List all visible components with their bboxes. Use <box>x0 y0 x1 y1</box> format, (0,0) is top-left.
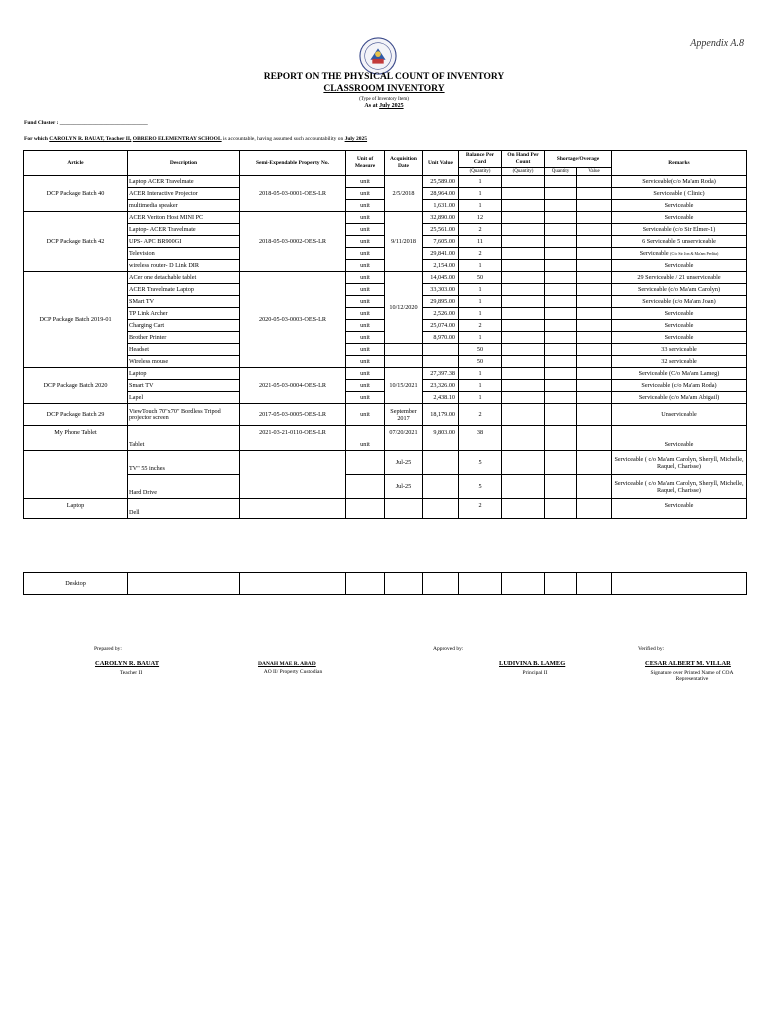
remarks-cell: Unserviceable <box>612 404 747 426</box>
remarks-cell: Serviceable <box>612 426 747 451</box>
description-cell: ViewTouch 70"x70" Bordless Tripod projector screen <box>128 404 240 426</box>
preparer-name: CAROLYN R. BAUAT <box>95 660 160 667</box>
acq-date-cell: 10/12/2020 <box>385 272 423 344</box>
balance-cell: 1 <box>459 284 502 296</box>
unit-value-cell: 2,438.10 <box>423 392 459 404</box>
table-row <box>24 404 747 426</box>
unit-cell: unit <box>346 236 385 248</box>
balance-cell: 38 <box>459 426 502 451</box>
preparer-role: Teacher II <box>119 670 143 676</box>
remarks-cell: Serviceable (c/o Ma'am Roda) <box>612 380 747 392</box>
description-cell: Headset <box>128 344 240 356</box>
header-onhand-qty: (Quantity) <box>502 168 545 176</box>
article-cell: Desktop <box>24 573 128 595</box>
remarks-cell: Serviceable <box>612 308 747 320</box>
unit-value-cell: 2,154.00 <box>423 260 459 272</box>
description-cell: Television <box>128 248 240 260</box>
header-article: Article <box>24 151 128 176</box>
description-cell: Laptop ACER Travelmate <box>128 176 240 188</box>
header-description: Description <box>128 151 240 176</box>
description-cell: ACER Interactive Projector <box>128 188 240 200</box>
unit-cell: unit <box>346 380 385 392</box>
description-cell: multimedia speaker <box>128 200 240 212</box>
balance-cell: 1 <box>459 392 502 404</box>
description-cell: Smart TV <box>128 380 240 392</box>
property-cell: 2021-03-21-0110-OES-LR <box>240 426 346 451</box>
remarks-cell: Serviceable ( c/o Ma'am Carolyn, Sheryll, Michelle, Raquel, Charisse) <box>612 451 747 475</box>
remarks-cell: 29 Serviceable / 21 unserviceable <box>612 272 747 284</box>
unit-value-cell: 29,841.00 <box>423 248 459 260</box>
balance-cell: 1 <box>459 296 502 308</box>
description-cell: TP Link Archer <box>128 308 240 320</box>
prepared-label: Prepared by: <box>94 646 122 652</box>
header-remarks: Remarks <box>612 151 747 176</box>
remarks-cell: Serviceable ( Clinic) <box>612 188 747 200</box>
remarks-cell <box>612 248 747 260</box>
property-cell: 2021-05-03-0004-OES-LR <box>240 368 346 404</box>
article-cell: DCP Package Batch 2019-01 <box>24 272 128 368</box>
header-unit: Unit of Measure <box>346 151 385 176</box>
balance-cell: 5 <box>459 451 502 475</box>
unit-cell: unit <box>346 332 385 344</box>
balance-cell: 2 <box>459 224 502 236</box>
unit-cell: unit <box>346 344 385 356</box>
unit-cell: unit <box>346 392 385 404</box>
table-row <box>24 368 747 380</box>
unit-value-cell: 23,326.00 <box>423 380 459 392</box>
balance-cell: 50 <box>459 272 502 284</box>
acq-date-cell: 10/15/2021 <box>385 368 423 404</box>
unit-cell: unit <box>346 356 385 368</box>
description-cell: Laptop <box>128 368 240 380</box>
table-row <box>24 176 747 188</box>
description-cell: Dell <box>128 499 240 519</box>
balance-cell: 50 <box>459 344 502 356</box>
table-row <box>24 475 747 499</box>
article-cell: Laptop <box>24 499 128 519</box>
approved-label: Approved by: <box>433 646 464 652</box>
description-cell: TV" 55 inches <box>128 451 240 475</box>
acq-date-cell: 07/20/2021 <box>385 426 423 451</box>
balance-cell: 1 <box>459 260 502 272</box>
header-shortage-value: Value <box>577 168 612 176</box>
appendix-label: Appendix A.8 <box>690 38 744 49</box>
unit-cell: unit <box>346 176 385 188</box>
header-balance-qty: (Quantity) <box>459 168 502 176</box>
remarks-cell: Serviceable <box>612 332 747 344</box>
unit-value-cell: 9,803.00 <box>423 426 459 451</box>
accountability-line <box>24 136 367 142</box>
description-cell: wireless router- D Link DIR <box>128 260 240 272</box>
header-acq-date: Acquisition Date <box>385 151 423 176</box>
report-subtitle: CLASSROOM INVENTORY <box>323 84 445 94</box>
table-row <box>24 573 747 595</box>
unit-value-cell <box>423 344 459 356</box>
balance-cell: 1 <box>459 308 502 320</box>
report-title: REPORT ON THE PHYSICAL COUNT OF INVENTORY <box>263 72 505 82</box>
balance-cell: 2 <box>459 248 502 260</box>
acct-prefix: For which <box>24 136 48 142</box>
custodian-name: DANAH MAE R. ABAD <box>258 661 316 667</box>
unit-cell: unit <box>346 426 385 451</box>
remarks-cell: Serviceable ( c/o Ma'am Carolyn, Sheryll, Michelle, Raquel, Charisse) <box>612 475 747 499</box>
header-shortage: Shortage/Overage <box>545 151 612 168</box>
remarks-cell: Serviceable (C/o Ma'am Lameg) <box>612 368 747 380</box>
unit-value-cell <box>423 356 459 368</box>
unit-cell: unit <box>346 248 385 260</box>
remarks-cell: Serviceable <box>612 499 747 519</box>
unit-cell: unit <box>346 188 385 200</box>
verified-label: Verified by: <box>638 646 665 652</box>
table-row <box>24 426 747 451</box>
property-cell: 2017-05-03-0005-OES-LR <box>240 404 346 426</box>
custodian-role: AO II/ Property Custodian <box>263 669 323 675</box>
balance-cell: 1 <box>459 188 502 200</box>
verifier-role: Signature over Printed Name of COA Representative <box>650 670 734 682</box>
acct-school: OBRERO ELEMENTRAY SCHOOL <box>132 136 222 142</box>
unit-cell: unit <box>346 320 385 332</box>
property-cell: 2018-05-03-0001-OES-LR <box>240 176 346 212</box>
description-cell: Tablet <box>128 426 240 451</box>
property-cell: 2018-05-03-0002-OES-LR <box>240 212 346 272</box>
article-cell: DCP Package Batch 40 <box>24 176 128 212</box>
as-at-line <box>0 103 768 109</box>
unit-cell: unit <box>346 308 385 320</box>
article-cell: DCP Package Batch 42 <box>24 212 128 272</box>
as-at-label: As at <box>364 103 378 109</box>
table-row <box>24 451 747 475</box>
unit-value-cell: 32,890.00 <box>423 212 459 224</box>
unit-cell: unit <box>346 260 385 272</box>
balance-cell: 1 <box>459 176 502 188</box>
header-on-hand: On Hand Per Count <box>502 151 545 168</box>
as-at-date: July 2025 <box>379 103 404 109</box>
unit-cell: unit <box>346 368 385 380</box>
balance-cell: 2 <box>459 404 502 426</box>
unit-value-cell: 25,589.00 <box>423 176 459 188</box>
balance-cell: 1 <box>459 200 502 212</box>
remarks-cell: Serviceable <box>612 320 747 332</box>
remarks-cell: 33 serviceable <box>612 344 747 356</box>
article-cell: DCP Package Batch 2020 <box>24 368 128 404</box>
header-shortage-qty: Quantity <box>545 168 577 176</box>
fund-cluster: Fund Cluster : ________________________________ <box>24 120 148 126</box>
table-row <box>24 499 747 519</box>
balance-cell: 12 <box>459 212 502 224</box>
remarks-cell: Serviceable(c/o Ma'am Roda) <box>612 176 747 188</box>
unit-value-cell: 7,605.00 <box>423 236 459 248</box>
acq-date-cell: September 2017 <box>385 404 423 426</box>
description-cell: SMart TV <box>128 296 240 308</box>
remarks-text: Serviceable <box>639 250 669 257</box>
remarks-cell: Serviceable <box>612 200 747 212</box>
approver-role: Principal II <box>522 670 548 676</box>
remarks-cell: Serviceable (c/o Ma'am Abigail) <box>612 392 747 404</box>
remarks-cell: Serviceable (c/o Ma'am Carolyn) <box>612 284 747 296</box>
remarks-cell: Serviceable (c/o Sir Elmer-1) <box>612 224 747 236</box>
description-cell: Brother Printer <box>128 332 240 344</box>
description-cell: Lapel <box>128 392 240 404</box>
header-unit-value: Unit Value <box>423 151 459 176</box>
description-cell: UPS- APC BR900GI <box>128 236 240 248</box>
unit-value-cell: 33,303.00 <box>423 284 459 296</box>
remarks-cell: 32 serviceable <box>612 356 747 368</box>
unit-cell: unit <box>346 272 385 284</box>
article-cell: My Phone Tablet <box>24 426 128 451</box>
acct-date: July 2025 <box>344 136 368 142</box>
balance-cell: 50 <box>459 356 502 368</box>
balance-cell: 1 <box>459 332 502 344</box>
remarks-cell: 6 Serviceable 5 unserviceable <box>612 236 747 248</box>
unit-cell: unit <box>346 200 385 212</box>
description-cell: Laptop- ACER Travelmate <box>128 224 240 236</box>
description-cell: ACER Travelmate Laptop <box>128 284 240 296</box>
table-row <box>24 344 747 356</box>
remarks-cell: Serviceable (c/o Ma'am Joan) <box>612 296 747 308</box>
unit-value-cell: 25,561.00 <box>423 224 459 236</box>
header-balance: Balance Per Card <box>459 151 502 168</box>
table-row <box>24 272 747 284</box>
acq-date-cell: 2/5/2018 <box>385 176 423 212</box>
description-cell: ACer one detachable tablet <box>128 272 240 284</box>
table-row <box>24 212 747 224</box>
balance-cell: 11 <box>459 236 502 248</box>
approver-name: LUDIVINA B. LAMEG <box>499 660 566 667</box>
acct-middle: is accountable, having assumed such accountability on <box>223 136 344 142</box>
unit-value-cell: 14,045.00 <box>423 272 459 284</box>
remarks-cell: Serviceable <box>612 212 747 224</box>
unit-value-cell: 28,964.00 <box>423 188 459 200</box>
description-cell: Hard Drive <box>128 475 240 499</box>
article-cell: DCP Package Batch 29 <box>24 404 128 426</box>
unit-cell: unit <box>346 296 385 308</box>
balance-cell: 2 <box>459 320 502 332</box>
unit-cell: unit <box>346 284 385 296</box>
unit-value-cell: 25,074.00 <box>423 320 459 332</box>
header-property-no: Semi-Expendable Property No. <box>240 151 346 176</box>
unit-cell: unit <box>346 224 385 236</box>
unit-value-cell: 1,631.00 <box>423 200 459 212</box>
unit-cell: unit <box>346 212 385 224</box>
acq-date-cell: Jul-25 <box>385 475 423 499</box>
table-row <box>24 356 747 368</box>
acct-name: CAROLYN R. BAUAT, Teacher II, <box>49 136 132 142</box>
verifier-name: CESAR ALBERT M. VILLAR <box>645 660 731 667</box>
remarks-cell: Serviceable <box>612 260 747 272</box>
deped-seal-icon <box>359 37 397 75</box>
description-cell: Wireless mouse <box>128 356 240 368</box>
description-cell: Charging Cart <box>128 320 240 332</box>
type-note: (Type of Inventory Item) <box>359 97 409 102</box>
balance-cell: 5 <box>459 475 502 499</box>
balance-cell: 1 <box>459 380 502 392</box>
balance-cell: 2 <box>459 499 502 519</box>
unit-value-cell: 27,397.38 <box>423 368 459 380</box>
remarks-note: (C/o Sir Jon & Ma'am Perlita) <box>670 251 719 256</box>
unit-value-cell: 8,970.00 <box>423 332 459 344</box>
property-cell: 2020-05-03-0003-OES-LR <box>240 272 346 368</box>
description-cell: ACER Veriton Host MINI PC <box>128 212 240 224</box>
balance-cell: 1 <box>459 368 502 380</box>
inventory-table <box>23 150 747 595</box>
acq-date-cell: Jul-25 <box>385 451 423 475</box>
unit-value-cell: 2,526.00 <box>423 308 459 320</box>
unit-value-cell: 18,179.00 <box>423 404 459 426</box>
unit-cell: unit <box>346 404 385 426</box>
acq-date-cell: 9/11/2018 <box>385 212 423 272</box>
unit-value-cell: 29,895.00 <box>423 296 459 308</box>
